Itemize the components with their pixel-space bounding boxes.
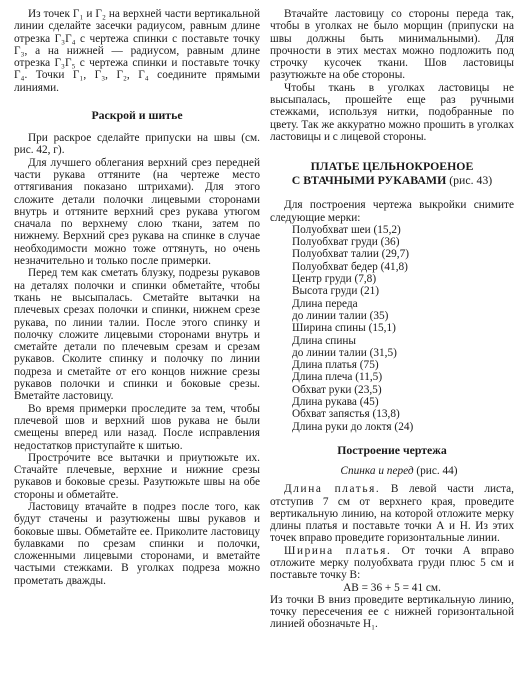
list-item: Полуобхват бедер (41,8): [292, 260, 408, 273]
list-item: Ширина спины (15,1): [292, 322, 396, 335]
list-item: Длина платья (75): [292, 359, 379, 372]
paragraph-dress-length: [270, 483, 514, 544]
term-dress-width: Ширина платья.: [284, 544, 392, 557]
paragraph: Чтобы ткань в уголках ластовицы не высыпалась, прошейте еще раз ручными стежками, используя нитки, подобранные по цвету. Так же аккуратно можно прошить в уголках ластовицы и с лицевой стороны.: [270, 81, 514, 143]
left-column: [14, 8, 260, 587]
subsection-name: Спинка и перед: [340, 464, 414, 477]
list-item: Обхват запястья (13,8): [292, 408, 400, 421]
dress-title-line1: ПЛАТЬЕ ЦЕЛЬНОКРОЕНОЕ: [310, 159, 474, 174]
section-title-cutting-sewing: Раскрой и шитье: [91, 108, 183, 123]
paragraph: Во время примерки проследите за тем, чтобы плечевой шов и верхний шов рукава не были смещены вперед или назад. После исправления недостатков приступайте к шитью.: [14, 402, 260, 452]
list-item: до линии талии (35): [292, 309, 389, 322]
dress-length-text: В левой части листа, отступив 7 см от верхнего края, проведите вертикальную линию, на которой отложите мерку длины платья и поставьте точки А и Н. Из этих точек вправо проведите горизонтальные линии.: [270, 483, 514, 545]
right-column: [270, 8, 514, 631]
section-title-drafting: Построение чертежа: [337, 442, 447, 457]
term-dress-length: Длина платья.: [284, 483, 381, 496]
formula-ab: АВ = 36 + 5 = 41 см.: [343, 581, 441, 594]
list-item: Полуобхват шеи (15,2): [292, 223, 401, 236]
list-item: Длина рукава (45): [292, 396, 379, 409]
paragraph: Ластовицу втачайте в подрез после того, как будут стачены и разутюжены швы рукавов и боковые швы. Обметайте ее. Приколите ластовицу булавками по срезам спинки и полочки, сложенными лицевыми сторонами, и вметайте частыми стежками. В уголках подреза можно прометать дважды.: [14, 500, 260, 587]
list-item: до линии талии (31,5): [292, 346, 397, 359]
list-item: Длина плеча (11,5): [292, 371, 383, 384]
dress-width-text: От точки А вправо отложите мерку полуобхвата груди плюс 5 см и поставьте точку В:: [270, 544, 514, 582]
intro-paragraph: Из точек Г₁ и Г₂ на верхней части вертикальной линии сделайте засечки радиусом, равным длине отрезка Г₃Г₄ с чертежа спинки с поставьте точку Г₃, а на нижней — радиусом, равным длине отрезка Г₃Г₅ с чертежа спинки и поставьте точку Г₄. Точки Г₁, Г₃, Г₂, Г₄ соедините прямыми линиями.: [14, 8, 260, 94]
list-item: Полуобхват талии (29,7): [292, 248, 409, 261]
list-item: Центр груди (7,8): [292, 273, 377, 286]
list-item: Обхват руки (23,5): [292, 383, 382, 396]
paragraph-dress-width: [270, 545, 514, 582]
list-item: Полуобхват груди (36): [292, 236, 400, 249]
dress-title-figure-ref: (рис. 43): [449, 173, 493, 188]
paragraph: Перед тем как сметать блузку, подрезы рукавов на деталях полочки и спинки обметайте, чтобы ткань не высыпалась. Сметайте вытачки на плечевых срезах полочки и спинки, нижнем срезе рукава, по линии талии. После этого спинку и полочку сложите лицевыми сторонами внутрь и сметайте детали по плечевым срезам и срезам рукавов. Сколите спинку и полочку по линии подреза и сметайте от его концов нижние срезы рукавов полочки и спинки и боковые срезы. Вметайте ластовицу.: [14, 267, 260, 403]
measurements-list: [270, 224, 514, 433]
measurements-intro: Для построения чертежа выкройки снимите следующие мерки:: [270, 199, 514, 224]
subsection-back-front: [270, 465, 514, 477]
list-item: Длина спины: [292, 334, 357, 347]
list-item: Длина переда: [292, 297, 358, 310]
dress-title-line2: С ВТАЧНЫМИ РУКАВАМИ: [291, 173, 447, 188]
section-title-dress: [270, 159, 514, 187]
list-item: Высота груди (21): [292, 285, 380, 298]
paragraph: Для лучшего облегания верхний срез передней части рукава оттяните (на чертеже место оттягивания показано штрихами). Для этого сложите детали полочки лицевыми сторонами внутрь и оттяните верхний срез рукава утюгом сначала по верхнему слою ткани, затем по нижнему. Верхний срез рукава на спинке в случае необходимости можно тоже оттянуть, но очень незначительно и только после примерки.: [14, 156, 260, 268]
paragraph: Простро́чите все вытачки и приутюжьте их. Стачайте плечевые, верхние и нижние срезы рукавов и боковые срезы. Разутюжьте швы на обе стороны и обметайте.: [14, 451, 260, 501]
paragraph-point-v: Из точки В вниз проведите вертикальную линию, точку пересечения ее с нижней горизонтальной линией обозначьте Н₁.: [270, 593, 514, 631]
list-item: Длина руки до локтя (24): [292, 420, 414, 433]
paragraph: При раскрое сделайте припуски на швы (см. рис. 42, г).: [14, 132, 260, 157]
paragraph: Втачайте ластовицу со стороны переда так, чтобы в уголках не было морщин (припуски на швы должны быть минимальными). Для прочности в этих местах можно подложить под строчку кусочек ткани. Шов ластовицы разутюжьте на обе стороны.: [270, 8, 514, 82]
dress-title-line2-wrap: [270, 173, 514, 187]
subsection-figure-ref: (рис. 44): [416, 464, 458, 477]
